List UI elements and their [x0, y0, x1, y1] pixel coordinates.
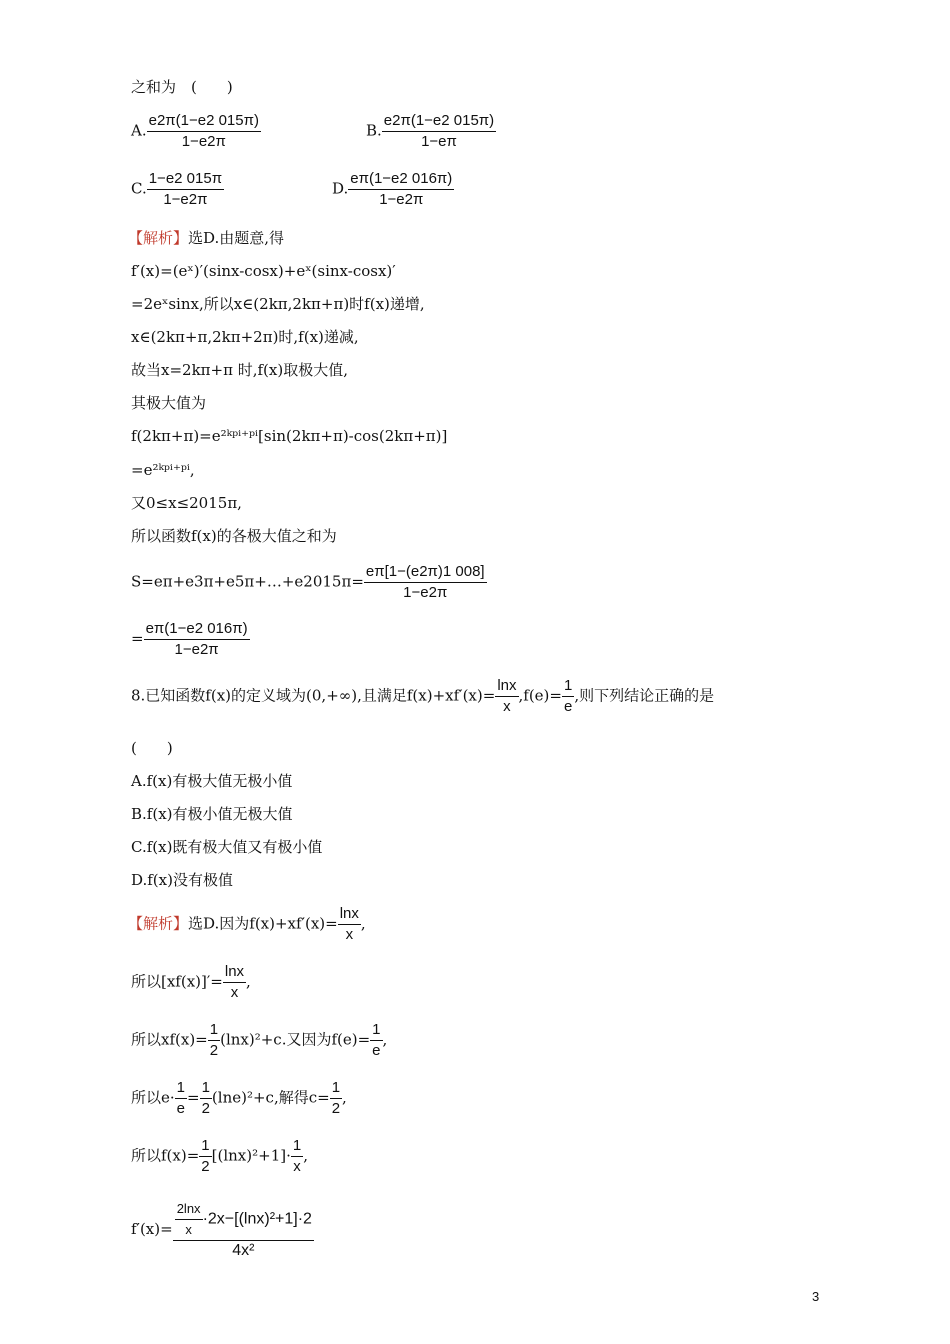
text-line: 所以e· $\frac{1}{e}$ = $\frac{1}{2}$ (lne)²+c,解得c= $\frac{1}{2}$ ,	[131, 1079, 347, 1117]
text-line: 所以f(x)= $\frac{1}{2}$ [(lnx)²+1]· $\frac{1}{x}$ ,	[131, 1137, 308, 1175]
sum-line: S=eπ+e3π+e5π+…+e2015π= $\frac{e\pi[1-(e2\pi)1 008]}{1-e2\pi}$	[131, 563, 485, 601]
option-c: C.f(x)既有极大值又有极小值	[131, 838, 323, 856]
analysis-tag: 【解析】	[128, 914, 189, 933]
option-d: D.f(x)没有极值	[131, 871, 233, 889]
fraction: $\frac{e2\pi(1-e2 015\pi)}{1-e\pi}$	[383, 112, 495, 150]
text-line: f′(x)=(eˣ)′(sinx-cosx)+eˣ(sinx-cosx)′	[131, 262, 396, 280]
fraction: $\frac{1}{2}$	[201, 1137, 210, 1175]
fraction: $\frac{2\ln x}{x}$ ·2x−[(lnx)²+1]·2 4x²	[173, 1200, 314, 1260]
fraction: $\frac{e2\pi(1-e2 015\pi)}{1-e2\pi}$	[148, 112, 259, 150]
fraction: $\frac{1}{2}$	[209, 1021, 219, 1059]
option-b: B.f(x)有极小值无极大值	[131, 805, 293, 823]
option-c: C. $\frac{1-e2 015\pi}{1-e2\pi}$	[131, 170, 223, 208]
text-line: f(2kπ+π)=e²ᵏᵖⁱ⁺ᵖⁱ[sin(2kπ+π)-cos(2kπ+π)]	[131, 427, 448, 445]
derivative-line: f′(x)= $\frac{2\ln x}{x}$ ·2x−[(lnx)²+1]·2 4x²	[131, 1201, 312, 1259]
text-line: 其极大值为	[131, 394, 207, 412]
fraction: $\frac{\ln x}{x}$	[339, 905, 359, 943]
text-line: 又0≤x≤2015π,	[131, 494, 242, 512]
text-line: 所以xf(x)= $\frac{1}{2}$ (lnx)²+c.又因为f(e)= $\frac{1}{e}$ ,	[131, 1021, 388, 1059]
text-line: 所以函数f(x)的各极大值之和为	[131, 527, 337, 545]
option-a: A. $\frac{e2\pi(1-e2 015\pi)}{1-e2\pi}$	[131, 112, 259, 150]
fraction: $\frac{1}{e}$	[372, 1021, 381, 1059]
fraction: $\frac{e\pi(1-e2 016\pi)}{1-e2\pi}$	[145, 620, 248, 658]
text-line: 所以[xf(x)]′= $\frac{\ln x}{x}$ ,	[131, 963, 251, 1001]
text-line: x∈(2kπ+π,2kπ+2π)时,f(x)递减,	[131, 328, 359, 346]
question-8-stem: 8.已知函数f(x)的定义域为(0,+∞),且满足f(x)+xf′(x)= $\frac{\ln x}{x}$ ,f(e)= $\frac{1}{e}$ ,则下列结论正确的是	[131, 677, 715, 715]
solution-line: 【解析】选D.因为f(x)+xf′(x)= $\frac{\ln x}{x}$ ,	[128, 905, 366, 943]
fraction: $\frac{1-e2 015\pi}{1-e2\pi}$	[148, 170, 223, 208]
fraction: $\frac{\ln x}{x}$	[224, 963, 245, 1001]
option-b: B. $\frac{e2\pi(1-e2 015\pi)}{1-e\pi}$	[366, 112, 495, 150]
fraction: $\frac{1}{x}$	[292, 1137, 302, 1175]
analysis-tag: 【解析】	[128, 229, 189, 247]
fraction: $\frac{2\ln x}{x}$	[176, 1201, 201, 1237]
fraction: $\frac{\ln x}{x}$	[497, 677, 517, 715]
fraction: $\frac{1}{2}$	[331, 1079, 341, 1117]
fraction: $\frac{e\pi(1-e2 016\pi)}{1-e2\pi}$	[350, 170, 453, 208]
option-d: D. $\frac{e\pi(1-e2 016\pi)}{1-e2\pi}$	[332, 170, 453, 208]
text-line: ( )	[131, 739, 173, 757]
page-number: 3	[812, 1289, 820, 1304]
text-line: =e²ᵏᵖⁱ⁺ᵖⁱ,	[131, 461, 195, 479]
fraction: $\frac{1}{e}$	[176, 1079, 185, 1117]
option-a: A.f(x)有极大值无极小值	[131, 772, 293, 790]
text-line: 故当x=2kπ+π 时,f(x)取极大值,	[131, 361, 348, 379]
fraction: $\frac{1}{2}$	[201, 1079, 210, 1117]
text-line: =2eˣsinx,所以x∈(2kπ,2kπ+π)时f(x)递增,	[131, 295, 425, 313]
solution-line: 【解析】选D.由题意,得	[128, 229, 285, 247]
sum-result-line: = $\frac{e\pi(1-e2 016\pi)}{1-e2\pi}$	[131, 620, 248, 658]
fraction: $\frac{e\pi[1-(e2\pi)1 008]}{1-e2\pi}$	[365, 563, 485, 601]
fraction: $\frac{1}{e}$	[563, 677, 573, 715]
text-line: 之和为 ( )	[131, 78, 233, 96]
